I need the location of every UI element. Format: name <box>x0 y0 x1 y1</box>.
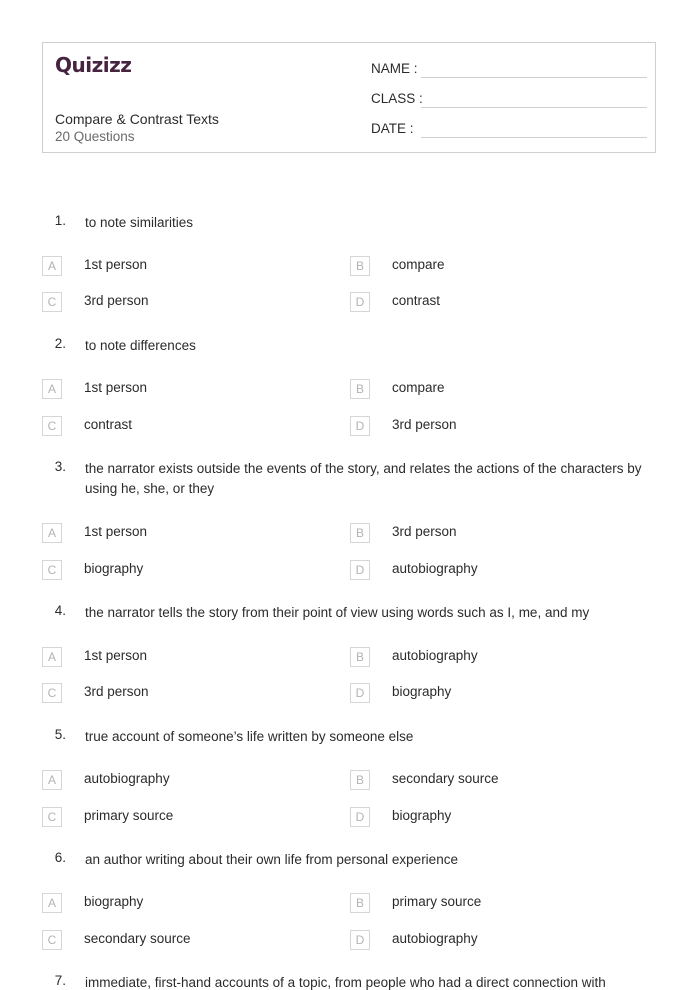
option-text: 1st person <box>84 380 148 395</box>
question-text: to note differences <box>85 338 196 353</box>
option-text: 3rd person <box>84 684 149 699</box>
name-label: NAME : <box>371 61 418 76</box>
option-letter: D <box>350 560 370 580</box>
option-text: 1st person <box>84 648 148 663</box>
option-letter: A <box>42 256 62 276</box>
option-letter: B <box>350 770 370 790</box>
option-letter: B <box>350 379 370 399</box>
option-text: primary source <box>84 808 174 823</box>
option-letter: C <box>42 683 62 703</box>
option-letter: A <box>42 893 62 913</box>
question-text: true account of someone’s life written by someone else <box>85 729 414 744</box>
option-text: contrast <box>84 417 133 432</box>
question-count: 20 Questions <box>55 129 135 144</box>
question-number: 1. <box>54 213 66 228</box>
option-letter: A <box>42 647 62 667</box>
option-letter: D <box>350 683 370 703</box>
option-text: compare <box>392 257 445 272</box>
question-number: 5. <box>54 727 66 742</box>
option-text: 3rd person <box>392 524 457 539</box>
option-letter: C <box>42 930 62 950</box>
option-text: 3rd person <box>392 417 457 432</box>
option-text: biography <box>392 684 452 699</box>
question-text: to note similarities <box>85 215 194 230</box>
option-text: 3rd person <box>84 293 149 308</box>
name-line <box>421 77 647 78</box>
option-letter: B <box>350 256 370 276</box>
option-text: autobiography <box>392 561 478 576</box>
question-text: an author writing about their own life from personal experience <box>85 852 458 867</box>
option-text: biography <box>392 808 452 823</box>
question-text: the narrator tells the story from their point of view using words such as I, me, and my <box>85 605 590 620</box>
option-text: autobiography <box>392 931 478 946</box>
option-text: biography <box>84 561 144 576</box>
class-field[interactable] <box>371 91 647 111</box>
option-text: 1st person <box>84 257 148 272</box>
option-letter: D <box>350 807 370 827</box>
question-number: 4. <box>54 603 66 618</box>
name-field[interactable] <box>371 61 647 81</box>
date-field[interactable] <box>371 121 647 141</box>
question-number: 6. <box>54 850 66 865</box>
option-text: secondary source <box>392 771 499 786</box>
option-letter: C <box>42 560 62 580</box>
question-number: 3. <box>54 459 66 474</box>
option-text: autobiography <box>392 648 478 663</box>
question-number: 2. <box>54 336 66 351</box>
option-text: primary source <box>392 894 482 909</box>
option-letter: A <box>42 379 62 399</box>
worksheet-header <box>42 42 656 153</box>
class-label: CLASS : <box>371 91 423 106</box>
option-letter: B <box>350 893 370 913</box>
class-line <box>421 107 647 108</box>
option-text: compare <box>392 380 445 395</box>
worksheet-title: Compare & Contrast Texts <box>55 111 219 127</box>
question-text: the narrator exists outside the events of the story, and relates the actions of the characters by using he, she, or they <box>85 461 642 496</box>
option-text: 1st person <box>84 524 148 539</box>
question-number: 7. <box>54 973 66 988</box>
option-text: autobiography <box>84 771 170 786</box>
option-letter: C <box>42 292 62 312</box>
option-letter: C <box>42 416 62 436</box>
question-text: immediate, first-hand accounts of a topic, from people who had a direct connection with <box>85 975 606 990</box>
option-text: biography <box>84 894 144 909</box>
date-line <box>421 137 647 138</box>
quizizz-logo: Quizizz <box>55 53 132 77</box>
option-letter: A <box>42 770 62 790</box>
option-letter: A <box>42 523 62 543</box>
option-letter: D <box>350 930 370 950</box>
option-text: contrast <box>392 293 441 308</box>
option-letter: D <box>350 416 370 436</box>
option-letter: B <box>350 647 370 667</box>
date-label: DATE : <box>371 121 414 136</box>
option-text: secondary source <box>84 931 191 946</box>
option-letter: D <box>350 292 370 312</box>
option-letter: B <box>350 523 370 543</box>
option-letter: C <box>42 807 62 827</box>
